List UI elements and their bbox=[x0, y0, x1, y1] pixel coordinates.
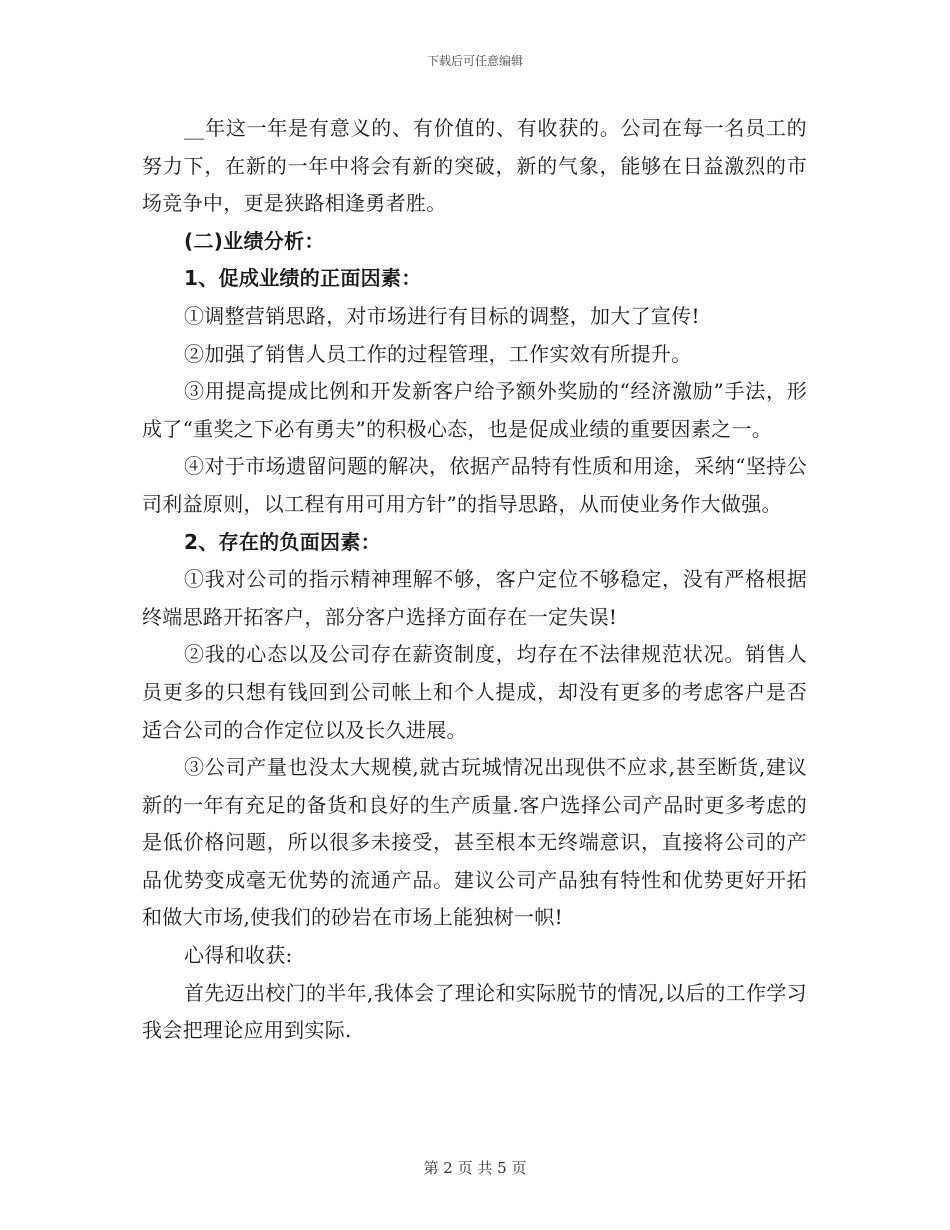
heading-performance-analysis: (二)业绩分析： bbox=[184, 228, 325, 253]
document-body bbox=[142, 110, 807, 1050]
page-number: 第 2 页 共 5 页 bbox=[423, 1159, 527, 1177]
list-item-negative-2: ②我的心态以及公司存在薪资制度，均存在不法律规范状况。销售人员更多的只想有钱回到公司帐上和个人提成，却没有更多的考虑客户是否适合公司的合作定位以及长久进展。 bbox=[142, 642, 807, 742]
heading-positive-factors: 1、促成业绩的正面因素： bbox=[184, 266, 422, 291]
page-header: 下载后可任意编辑 bbox=[426, 54, 523, 68]
list-item-negative-3: ③公司产量也没太大规模,就古玩城情况出现供不应求,甚至断货,建议新的一年有充足的备货和良好的生产质量.客户选择公司产品时更多考虑的是低价格问题，所以很多未接受，甚至根本无终端意识，直接将公司的产品优势变成毫无优势的流通产品。建议公司产品独有特性和优势更好开拓和做大市场,使我们的砂岩在市场上能独树一帜! bbox=[142, 755, 807, 930]
list-item-positive-4: ④对于市场遗留问题的解决，依据产品特有性质和用途，采纳“坚持公司利益原则，以工程有用可用方针”的指导思路，从而使业务作大做强。 bbox=[142, 454, 807, 516]
paragraph-intro: __年这一年是有意义的、有价值的、有收获的。公司在每一名员工的努力下，在新的一年中将会有新的突破，新的气象，能够在日益激烈的市场竞争中，更是狭路相逢勇者胜。 bbox=[142, 116, 807, 216]
paragraph-experience: 首先迈出校门的半年,我体会了理论和实际脱节的情况,以后的工作学习我会把理论应用到实际. bbox=[142, 980, 807, 1043]
list-item-positive-1: ①调整营销思路，对市场进行有目标的调整，加大了宣传! bbox=[184, 303, 700, 328]
list-item-positive-3: ③用提高提成比例和开发新客户给予额外奖励的“经济激励”手法，形成了“重奖之下必有勇夫”的积极心态，也是促成业绩的重要因素之一。 bbox=[142, 379, 807, 441]
list-item-negative-1: ①我对公司的指示精神理解不够，客户定位不够稳定，没有严格根据终端思路开拓客户，部分客户选择方面存在一定失误! bbox=[142, 567, 807, 629]
heading-experience: 心得和收获: bbox=[184, 943, 293, 968]
list-item-positive-2: ②加强了销售人员工作的过程管理，工作实效有所提升。 bbox=[184, 341, 692, 366]
heading-negative-factors: 2、存在的负面因素： bbox=[184, 529, 381, 554]
